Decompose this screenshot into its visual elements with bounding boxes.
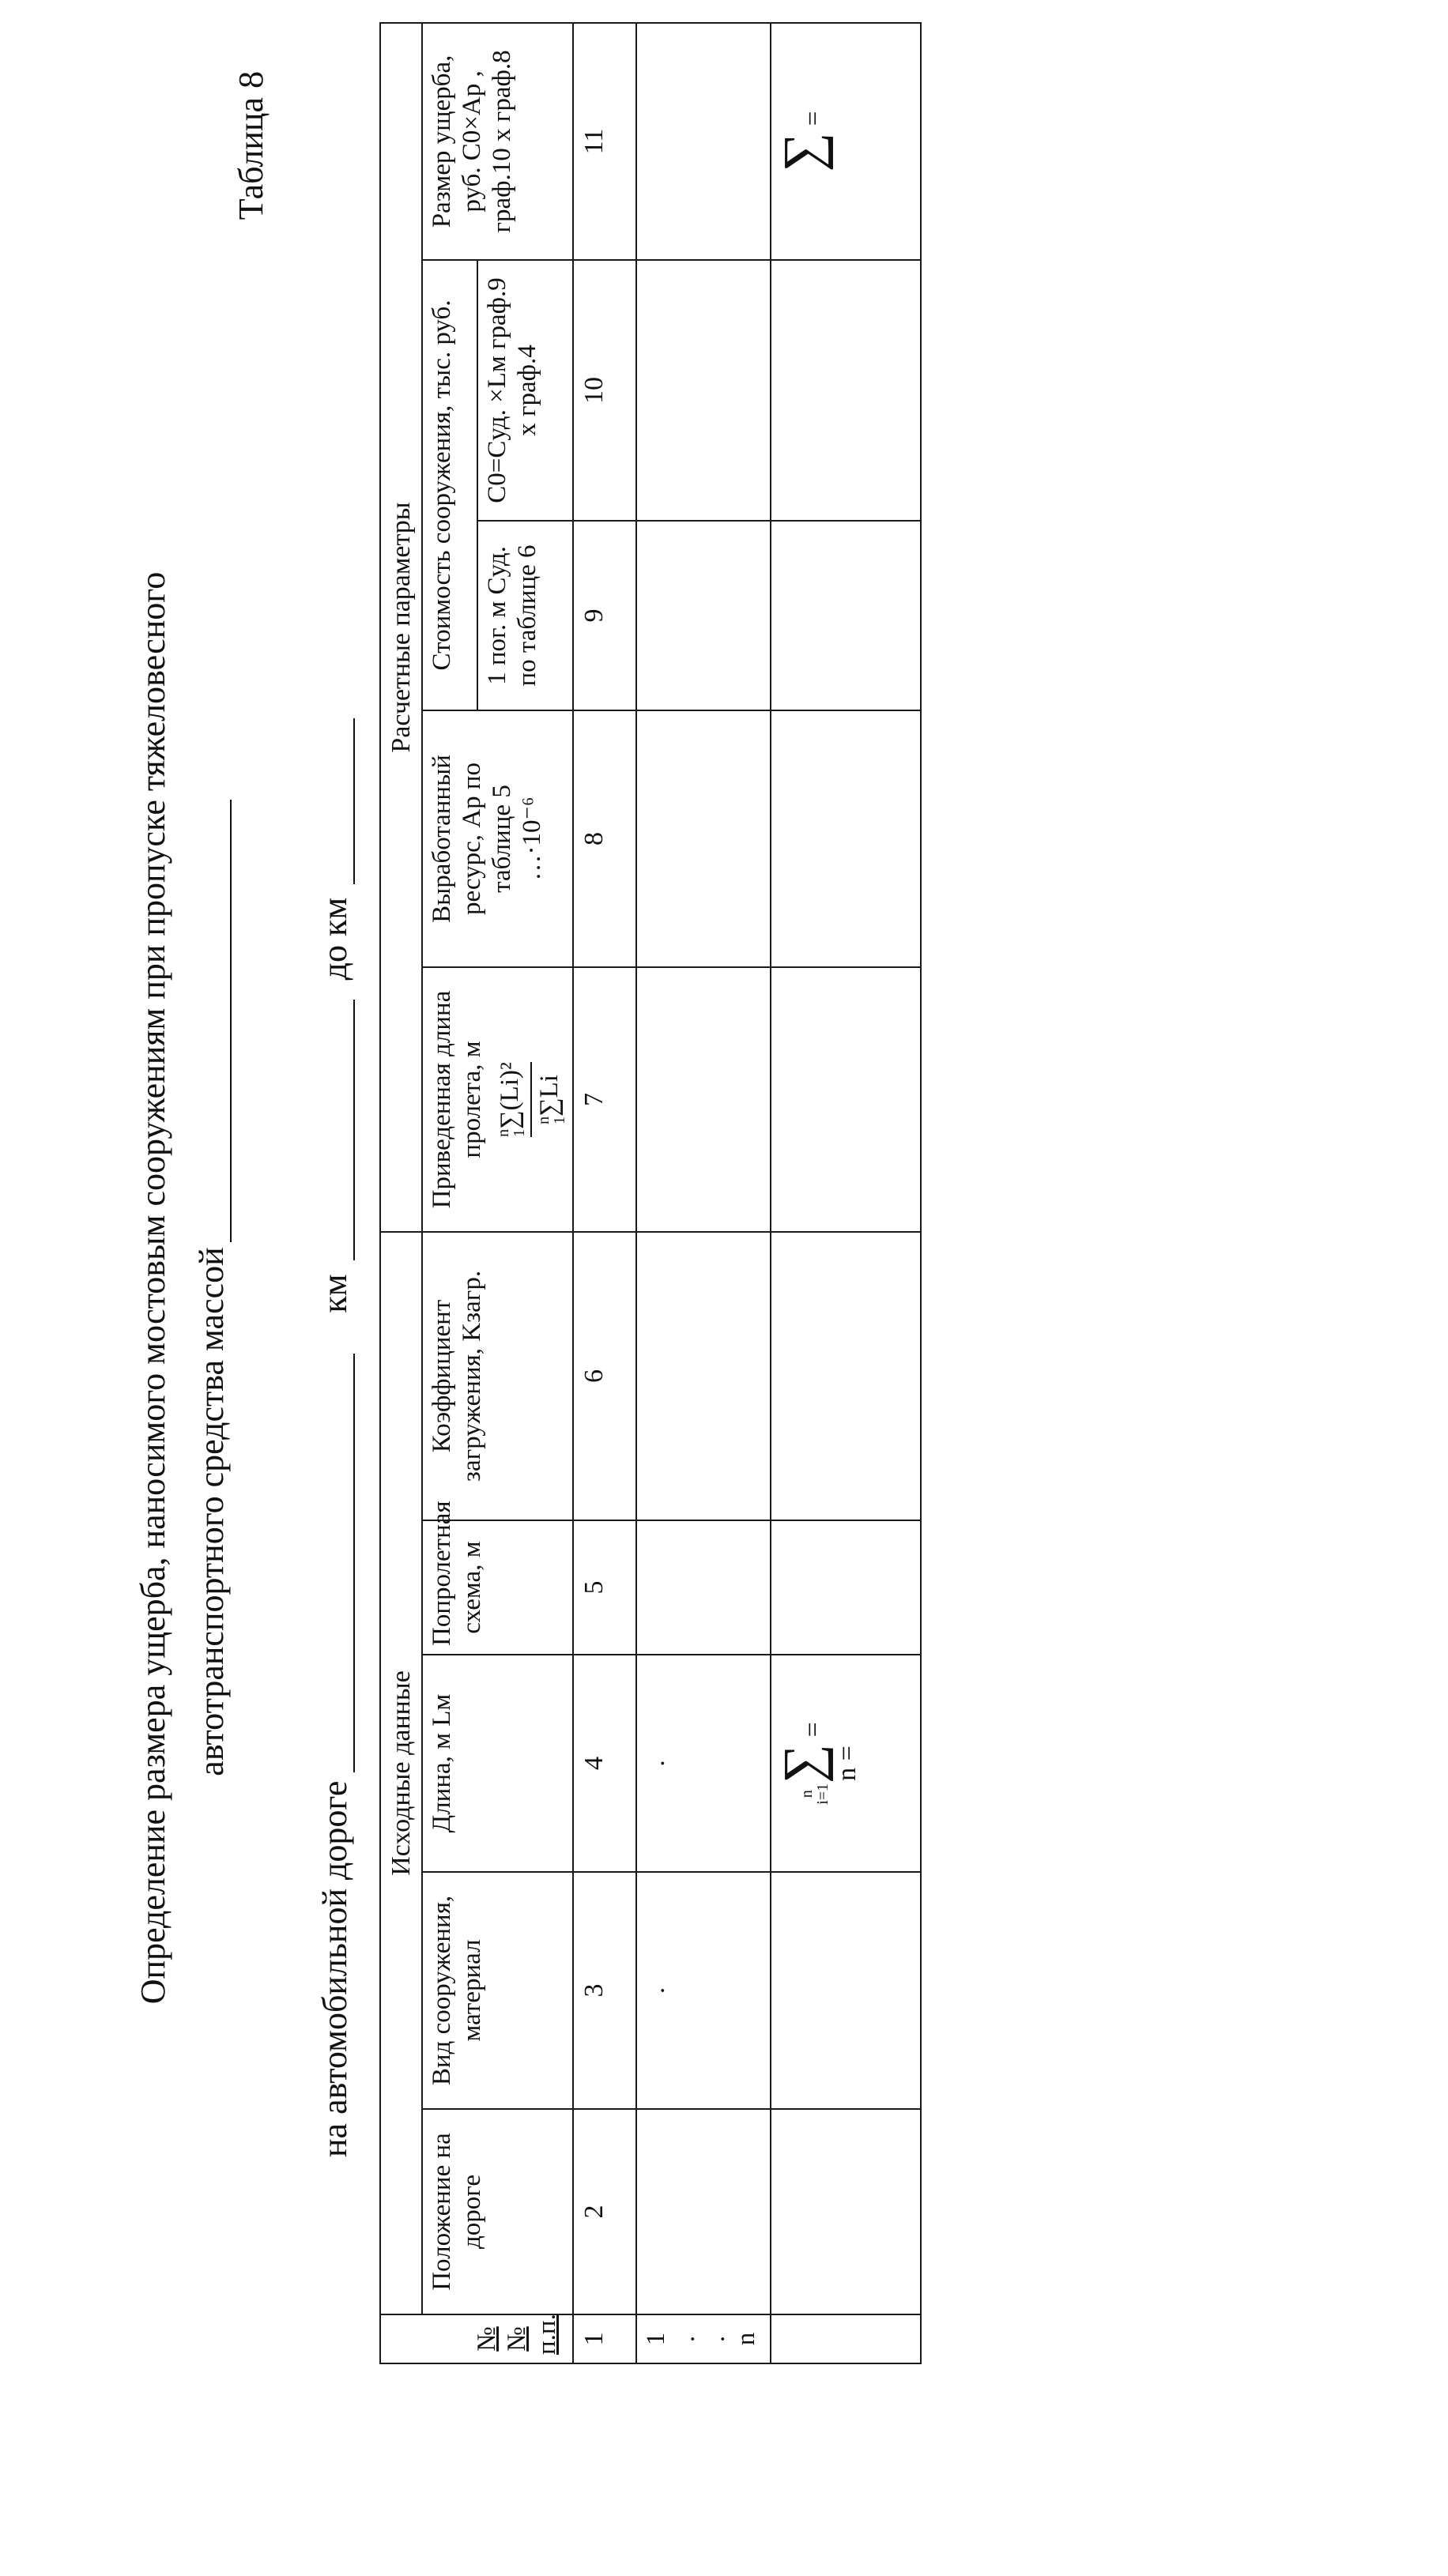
row-unit-cost-cell: [636, 521, 771, 710]
used-resource-unit: …·10⁻⁶: [517, 797, 546, 881]
header-position-on-road: Положение на дороге: [422, 2109, 573, 2314]
length-sum-limits: n i=1: [798, 1783, 832, 1805]
row-reduced-length-cell: [636, 967, 771, 1232]
km-start-blank: [322, 1000, 355, 1260]
formula-numerator: (Li)²: [495, 1062, 524, 1111]
document-title-line2: [191, 0, 232, 2576]
header-load-coefficient: Коэффициент загружения, Kзагр.: [422, 1232, 573, 1520]
table-caption: Таблица 8: [232, 71, 270, 220]
header-used-resource: Выработанный ресурс, Ap по таблице 5 …·10⁻⁶: [422, 710, 573, 967]
road-name-blank: [322, 1354, 355, 1772]
document-title-line1: Определение размера ущерба, наносимого мостовым сооружениям при пропуске тяжеловесного: [134, 571, 172, 2005]
length-sum-equals: =: [798, 1722, 828, 1738]
row-coefficient-cell: [636, 1232, 771, 1520]
header-span-scheme: Попролетная схема, м: [422, 1520, 573, 1655]
col-number-9: 9: [573, 521, 636, 710]
col-number-4: 4: [573, 1655, 636, 1872]
header-length: Длина, м Lм: [422, 1655, 573, 1872]
row-index-cell: 1 . . n: [636, 2314, 771, 2363]
col-number-7: 7: [573, 967, 636, 1232]
header-total-cost: C0=Cуд. ×Lм граф.9 x граф.4: [477, 260, 573, 521]
row-used-resource-cell: [636, 710, 771, 967]
header-reduced-span-length: [422, 967, 573, 1232]
formula-denominator: Li: [535, 1075, 564, 1098]
header-damage-size: Размер ущерба, руб. C0×Ap , граф.10 x граф.8: [422, 23, 573, 260]
count-n-label: n =: [831, 1746, 862, 1781]
km-label: км: [315, 1274, 354, 1313]
damage-sum-cell: [771, 23, 921, 260]
summary-row: [771, 23, 921, 2363]
reduced-span-formula: n 1∑(Li)² n 1∑Li: [495, 1062, 568, 1137]
col-number-1: 1: [573, 2314, 636, 2363]
sigma-symbol: ∑: [772, 1743, 834, 1783]
col-number-2: 2: [573, 2109, 636, 2314]
damage-sum-equals: =: [798, 111, 828, 126]
km-end-blank: [322, 718, 355, 884]
col-number-5: 5: [573, 1520, 636, 1655]
column-number-row: [573, 23, 636, 2363]
row-length-cell: .: [636, 1655, 771, 1872]
header-structure-type: Вид сооружения, материал: [422, 1872, 573, 2109]
header-number: №№ п.п.: [380, 2314, 573, 2363]
table-group-row: [380, 23, 422, 2363]
damage-table: [379, 22, 922, 2364]
road-prefix: на автомобильной дороге: [315, 1780, 354, 2157]
table-header-row: [422, 23, 477, 2363]
row-position-cell: [636, 2109, 771, 2314]
header-calc-params-group: Расчетные параметры: [380, 23, 422, 1232]
header-source-data-group: Исходные данные: [380, 1232, 422, 2314]
title-line2-text: автотранспортного средства массой: [192, 1247, 231, 1776]
col-number-8: 8: [573, 710, 636, 967]
road-line: [315, 718, 355, 2157]
header-unit-cost: 1 пог. м Cуд. по таблице 6: [477, 521, 573, 710]
reduced-span-text: Приведенная длина пролета, м: [428, 990, 487, 1209]
to-km-label: до км: [315, 897, 354, 981]
header-structure-cost: Стоимость сооружения, тыс. руб.: [422, 260, 477, 710]
row-span-scheme-cell: [636, 1520, 771, 1655]
table-row: [636, 23, 771, 2363]
col-number-6: 6: [573, 1232, 636, 1520]
length-sum-cell: [771, 1655, 921, 1872]
col-number-10: 10: [573, 260, 636, 521]
col-number-3: 3: [573, 1872, 636, 2109]
row-damage-cell: [636, 23, 771, 260]
row-structure-type-cell: .: [636, 1872, 771, 2109]
sigma-symbol-total: ∑: [772, 132, 834, 172]
row-total-cost-cell: [636, 260, 771, 521]
col-number-11: 11: [573, 23, 636, 260]
vehicle-mass-blank: [198, 800, 232, 1242]
